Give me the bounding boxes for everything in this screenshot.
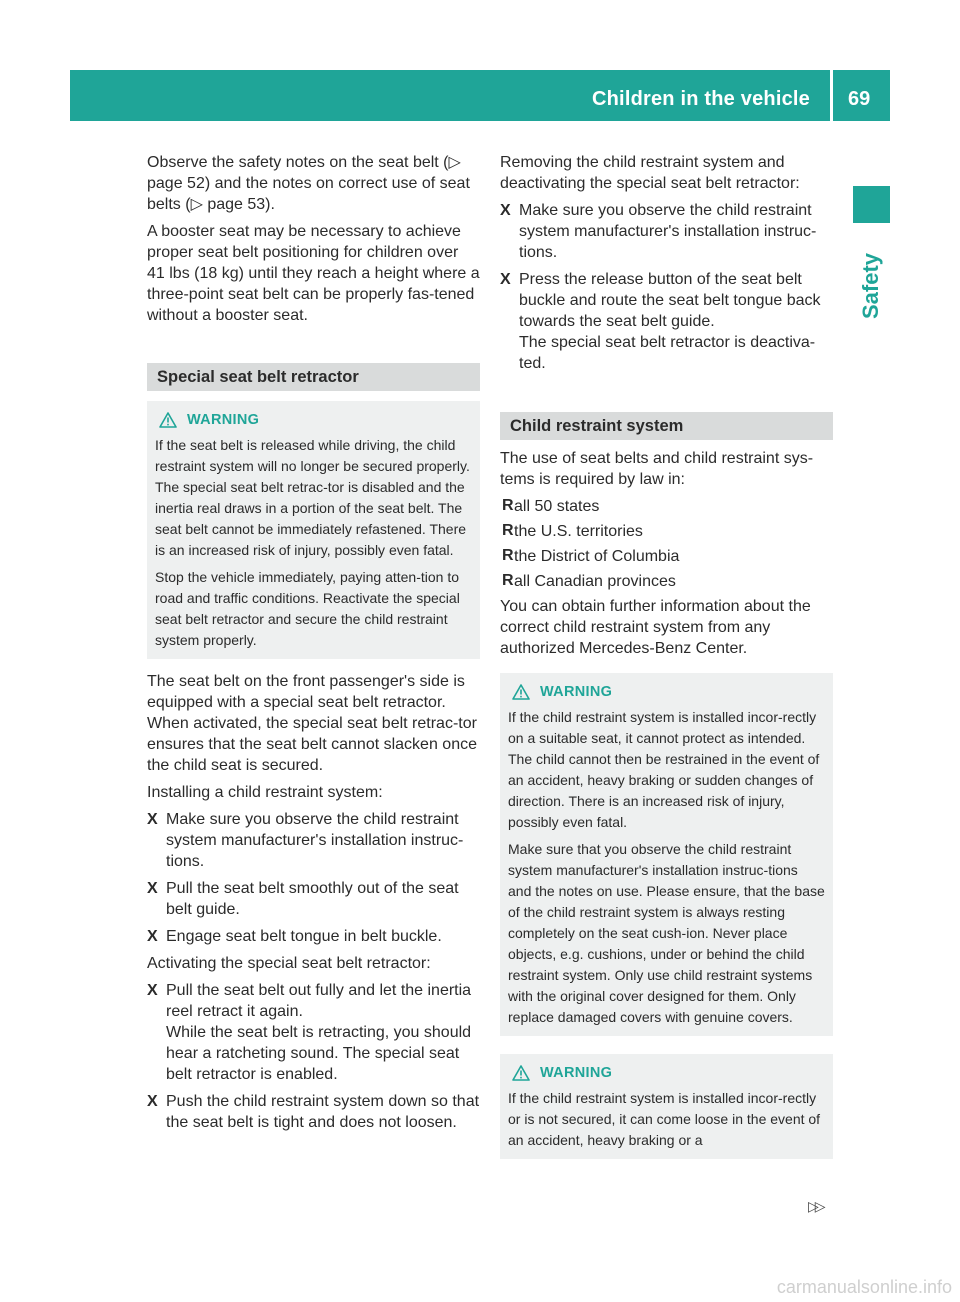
continue-arrow-icon: ▷▷ xyxy=(808,1198,822,1214)
step-marker-icon: X xyxy=(500,271,511,288)
section-tab-label: Safety xyxy=(858,252,883,320)
step-result: While the seat belt is retracting, you should hear a ratcheting sound. The special seat belt retractor is enabled. xyxy=(166,1024,472,1083)
step-item: X Pull the seat belt smoothly out of the seat belt guide. xyxy=(147,880,459,918)
warning-text: If the child restraint system is installed incor-rectly or is not secured, it can come loose in the event of an accident, heavy braking or a xyxy=(508,1090,821,1148)
booster-paragraph: A booster seat may be necessary to achieve proper seat belt positioning for children over 41 lbs (18 kg) until they reach a height where a three-point seat belt can be properly fas-tened without a booster seat. xyxy=(147,223,480,324)
warning-box xyxy=(500,1054,833,1159)
bullet-icon: R xyxy=(502,547,514,564)
bullet-icon: R xyxy=(502,572,514,589)
left-column xyxy=(147,152,480,1139)
step-marker-icon: X xyxy=(147,982,158,999)
info-paragraph: You can obtain further information about the correct child restraint system from any authorized Mercedes-Benz Center. xyxy=(500,598,811,657)
section-tab-marker xyxy=(853,186,890,223)
step-marker-icon: X xyxy=(147,928,158,945)
list-item: R all Canadian provinces xyxy=(502,572,676,590)
header-divider xyxy=(830,70,833,121)
step-item: X Make sure you observe the child restraint system manufacturer's installation instruc-tions. xyxy=(500,202,817,261)
warning-box xyxy=(500,673,833,1036)
bullet-icon: R xyxy=(502,522,514,539)
right-column xyxy=(500,152,833,1171)
remove-heading: Removing the child restraint system and deactivating the special seat belt retractor: xyxy=(500,154,800,192)
section-heading-child-restraint: Child restraint system xyxy=(500,412,833,440)
watermark: carmanualsonline.info xyxy=(776,1277,952,1297)
warning-text: If the child restraint system is installed incor-rectly on a suitable seat, it cannot protect as intended. The child cannot then be restrained in the event of an accident, heavy braking or sudden changes of direction. There is an increased risk of injury, possibly even fatal. xyxy=(508,709,820,830)
warning-title: WARNING xyxy=(540,1064,613,1081)
step-marker-icon: X xyxy=(147,880,158,897)
step-marker-icon: X xyxy=(147,1093,158,1110)
warning-box xyxy=(147,401,480,659)
warning-text: Make sure that you observe the child restraint system manufacturer's installation instruc-tions and the notes on use. Please ensure, that the base of the child restraint system is always resting completely on the seat cush-ion. Never place objects, e.g. cushions, under or behind the child restraint system. Only use child restraint systems with the original cover designed for them. Only replace damaged covers with genuine covers. xyxy=(508,841,825,1025)
warning-triangle-icon xyxy=(512,684,530,700)
step-marker-icon: X xyxy=(500,202,511,219)
retractor-paragraph: The seat belt on the front passenger's side is equipped with a special seat belt retractor. When activated, the special seat belt retrac-tor ensures that the seat belt cannot slacken once the child seat is secured. xyxy=(147,673,477,774)
install-heading: Installing a child restraint system: xyxy=(147,784,383,801)
section-tab xyxy=(851,236,891,336)
warning-header xyxy=(508,681,825,703)
step-item: X Press the release button of the seat belt buckle and route the seat belt tongue back towards the seat belt guide. The special seat belt retractor is deactiva-ted. xyxy=(500,271,821,372)
warning-text: Stop the vehicle immediately, paying atten-tion to road and traffic conditions. Reactivate the special seat belt retractor and secure the child restraint system properly. xyxy=(155,569,460,648)
page-number: 69 xyxy=(848,88,871,110)
intro-paragraph: Observe the safety notes on the seat belt (▷ page 52) and the notes on correct use of seat belts (▷ page 53). xyxy=(147,154,470,213)
step-item: X Push the child restraint system down so that the seat belt is tight and does not loosen. xyxy=(147,1093,480,1131)
step-result: The special seat belt retractor is deactiva-ted. xyxy=(519,334,816,372)
chapter-title: Children in the vehicle xyxy=(592,88,810,110)
section-heading-retractor: Special seat belt retractor xyxy=(147,363,480,391)
warning-triangle-icon xyxy=(159,412,177,428)
law-intro: The use of seat belts and child restraint sys-tems is required by law in: xyxy=(500,450,814,488)
list-item: R the District of Columbia xyxy=(502,547,680,565)
bullet-icon: R xyxy=(502,497,514,514)
list-item: R all 50 states xyxy=(502,497,600,515)
activate-heading: Activating the special seat belt retractor: xyxy=(147,955,431,972)
step-item: X Pull the seat belt out fully and let the inertia reel retract it again. While the seat belt is retracting, you should hear a ratcheting sound. The special seat belt retractor is enabled. xyxy=(147,982,472,1083)
step-marker-icon: X xyxy=(147,811,158,828)
warning-title: WARNING xyxy=(540,683,613,700)
warning-text: If the seat belt is released while driving, the child restraint system will no longer be secured properly. The special seat belt retrac-tor is disabled and the inertia real draws in a portion of the seat belt. The seat belt cannot be immediately refastened. There is an increased risk of injury, possibly even fatal. xyxy=(155,437,470,558)
warning-triangle-icon xyxy=(512,1065,530,1081)
warning-header xyxy=(508,1062,825,1084)
list-item: R the U.S. territories xyxy=(502,522,643,540)
step-item: X Make sure you observe the child restraint system manufacturer's installation instruc-tions. xyxy=(147,811,464,870)
warning-title: WARNING xyxy=(187,411,260,428)
step-item: X Engage seat belt tongue in belt buckle. xyxy=(147,928,442,945)
warning-header xyxy=(155,409,472,431)
